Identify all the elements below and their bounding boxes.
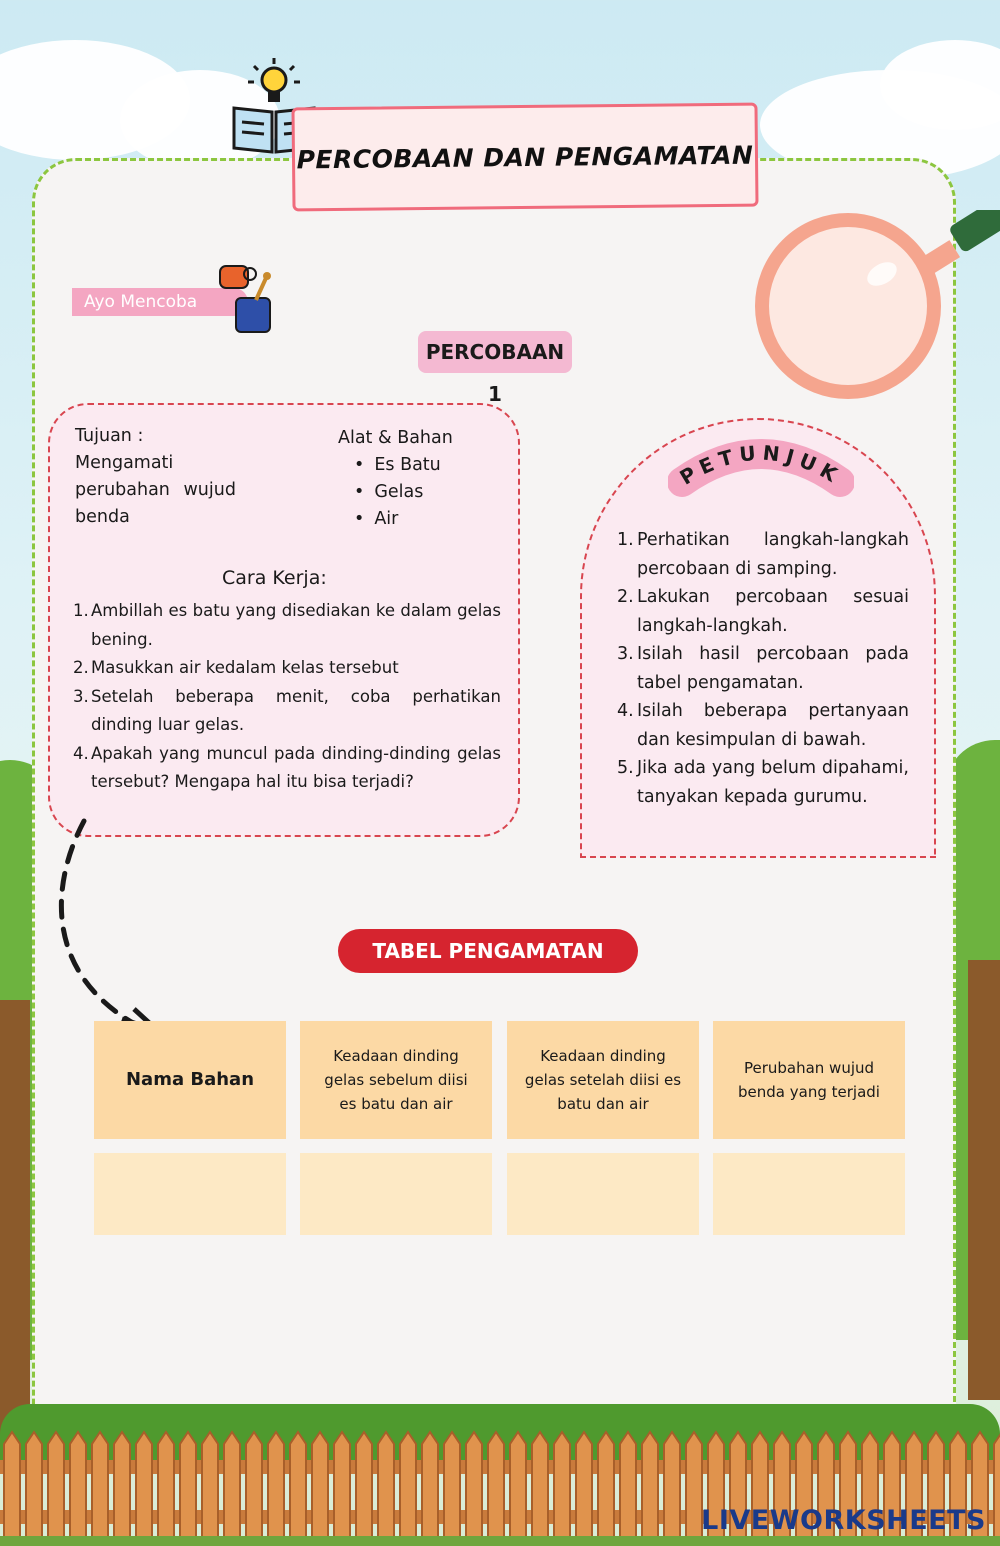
liveworksheets-watermark: LIVEWORKSHEETS <box>701 1505 986 1536</box>
cara-kerja-step <box>73 597 501 654</box>
table-input-cell[interactable] <box>94 1153 286 1235</box>
fence-picket <box>620 1432 636 1538</box>
tujuan-line: perubahan wujud <box>75 480 236 500</box>
fence-picket <box>554 1432 570 1538</box>
step-text: Jika ada yang belum dipahami, tanyakan kepada gurumu. <box>637 758 909 807</box>
alat-bahan-label: Alat & Bahan <box>338 428 453 448</box>
step-text: Isilah hasil percobaan pada tabel pengamatan. <box>637 644 909 693</box>
step-text: Ambillah es batu yang disediakan ke dalam gelas bening. <box>91 601 501 649</box>
cara-kerja-step <box>73 683 501 740</box>
fence-picket <box>400 1432 416 1538</box>
fence-picket <box>180 1432 196 1538</box>
title-banner <box>291 103 758 212</box>
fence-picket <box>642 1432 658 1538</box>
petunjuk-step <box>617 640 909 697</box>
magnifying-glass-icon <box>752 210 1000 410</box>
alat-bahan-section <box>338 425 508 533</box>
table-title: TABEL PENGAMATAN <box>338 929 638 973</box>
step-number: 2. <box>73 658 89 677</box>
fence-picket <box>598 1432 614 1538</box>
fence-picket <box>334 1432 350 1538</box>
fence-picket <box>466 1432 482 1538</box>
fence-picket <box>356 1432 372 1538</box>
alat-bahan-item: • Es Batu <box>372 452 508 479</box>
fence-picket <box>70 1432 86 1538</box>
cara-kerja-list <box>73 597 501 797</box>
dashed-arrow-icon <box>40 815 180 1045</box>
page-title: PERCOBAAN DAN PENGAMATAN <box>296 140 754 174</box>
fence-picket <box>136 1432 152 1538</box>
tujuan-label: Tujuan : <box>75 426 144 446</box>
petunjuk-step <box>617 526 909 583</box>
fence-picket <box>92 1432 108 1538</box>
table-input-cell[interactable] <box>507 1153 699 1235</box>
fence-picket <box>994 1432 1000 1538</box>
table-header-cell <box>300 1021 492 1139</box>
fence-picket <box>4 1432 20 1538</box>
table-header-label: Keadaan dinding gelas setelah diisi es batu dan air <box>524 1047 682 1113</box>
tujuan-line: Mengamati <box>75 453 174 473</box>
fence-picket <box>378 1432 394 1538</box>
petunjuk-list <box>617 526 909 811</box>
fence-picket <box>26 1432 42 1538</box>
step-number: 4. <box>73 743 89 763</box>
ayo-mencoba-label: Ayo Mencoba <box>72 288 248 316</box>
step-text: Isilah beberapa pertanyaan dan kesimpulan di bawah. <box>637 701 909 750</box>
petunjuk-banner <box>668 418 854 498</box>
table-input-cell[interactable] <box>713 1153 905 1235</box>
fence-picket <box>444 1432 460 1538</box>
fence-picket <box>114 1432 130 1538</box>
lab-tools-icon <box>216 260 278 336</box>
fence-picket <box>664 1432 680 1538</box>
tujuan-line: benda <box>75 507 130 527</box>
step-text: Masukkan air kedalam kelas tersebut <box>91 658 399 677</box>
tujuan-section <box>75 423 275 531</box>
trunk-right <box>968 960 1000 1400</box>
step-number: 2. <box>617 587 634 607</box>
fence-picket <box>576 1432 592 1538</box>
step-text: Perhatikan langkah-langkah percobaan di samping. <box>637 530 909 579</box>
fence-picket <box>312 1432 328 1538</box>
step-text: Apakah yang muncul pada dinding-dinding gelas tersebut? Mengapa hal itu bisa terjadi? <box>91 743 501 791</box>
alat-bahan-item: • Air <box>372 506 508 533</box>
step-number: 3. <box>73 686 89 706</box>
step-text: Lakukan percobaan sesuai langkah-langkah. <box>637 587 909 636</box>
alat-bahan-list <box>338 452 508 533</box>
step-text: Setelah beberapa menit, coba perhatikan dinding luar gelas. <box>91 686 501 734</box>
table-header-cell <box>713 1021 905 1139</box>
petunjuk-title: PETUNJUK <box>675 440 847 490</box>
fence-picket <box>202 1432 218 1538</box>
step-number: 3. <box>617 644 634 664</box>
table-header-cell <box>94 1021 286 1139</box>
table-header-label: Perubahan wujud benda yang terjadi <box>738 1059 880 1101</box>
cara-kerja-step <box>73 654 501 683</box>
fence-picket <box>246 1432 262 1538</box>
fence-picket <box>686 1432 702 1538</box>
cara-kerja-title: Cara Kerja: <box>222 567 327 589</box>
step-number: 4. <box>617 701 634 721</box>
step-number: 1. <box>617 530 634 550</box>
fence-picket <box>268 1432 284 1538</box>
fence-picket <box>422 1432 438 1538</box>
fence-picket <box>510 1432 526 1538</box>
cara-kerja-step <box>73 740 501 797</box>
petunjuk-step <box>617 754 909 811</box>
fence-picket <box>488 1432 504 1538</box>
experiment-label: PERCOBAAN 1 <box>418 331 572 373</box>
table-header-label: Nama Bahan <box>125 1069 255 1090</box>
petunjuk-step <box>617 583 909 640</box>
trunk-left <box>0 1000 30 1440</box>
petunjuk-step <box>617 697 909 754</box>
fence-picket <box>48 1432 64 1538</box>
alat-bahan-item: • Gelas <box>372 479 508 506</box>
step-number: 1. <box>73 601 89 620</box>
table-header-label: Keadaan dinding gelas sebelum diisi es batu dan air <box>324 1047 468 1113</box>
table-input-cell[interactable] <box>300 1153 492 1235</box>
fence-picket <box>158 1432 174 1538</box>
fence-picket <box>290 1432 306 1538</box>
table-header-cell <box>507 1021 699 1139</box>
fence-picket <box>224 1432 240 1538</box>
fence-picket <box>532 1432 548 1538</box>
step-number: 5. <box>617 758 634 778</box>
